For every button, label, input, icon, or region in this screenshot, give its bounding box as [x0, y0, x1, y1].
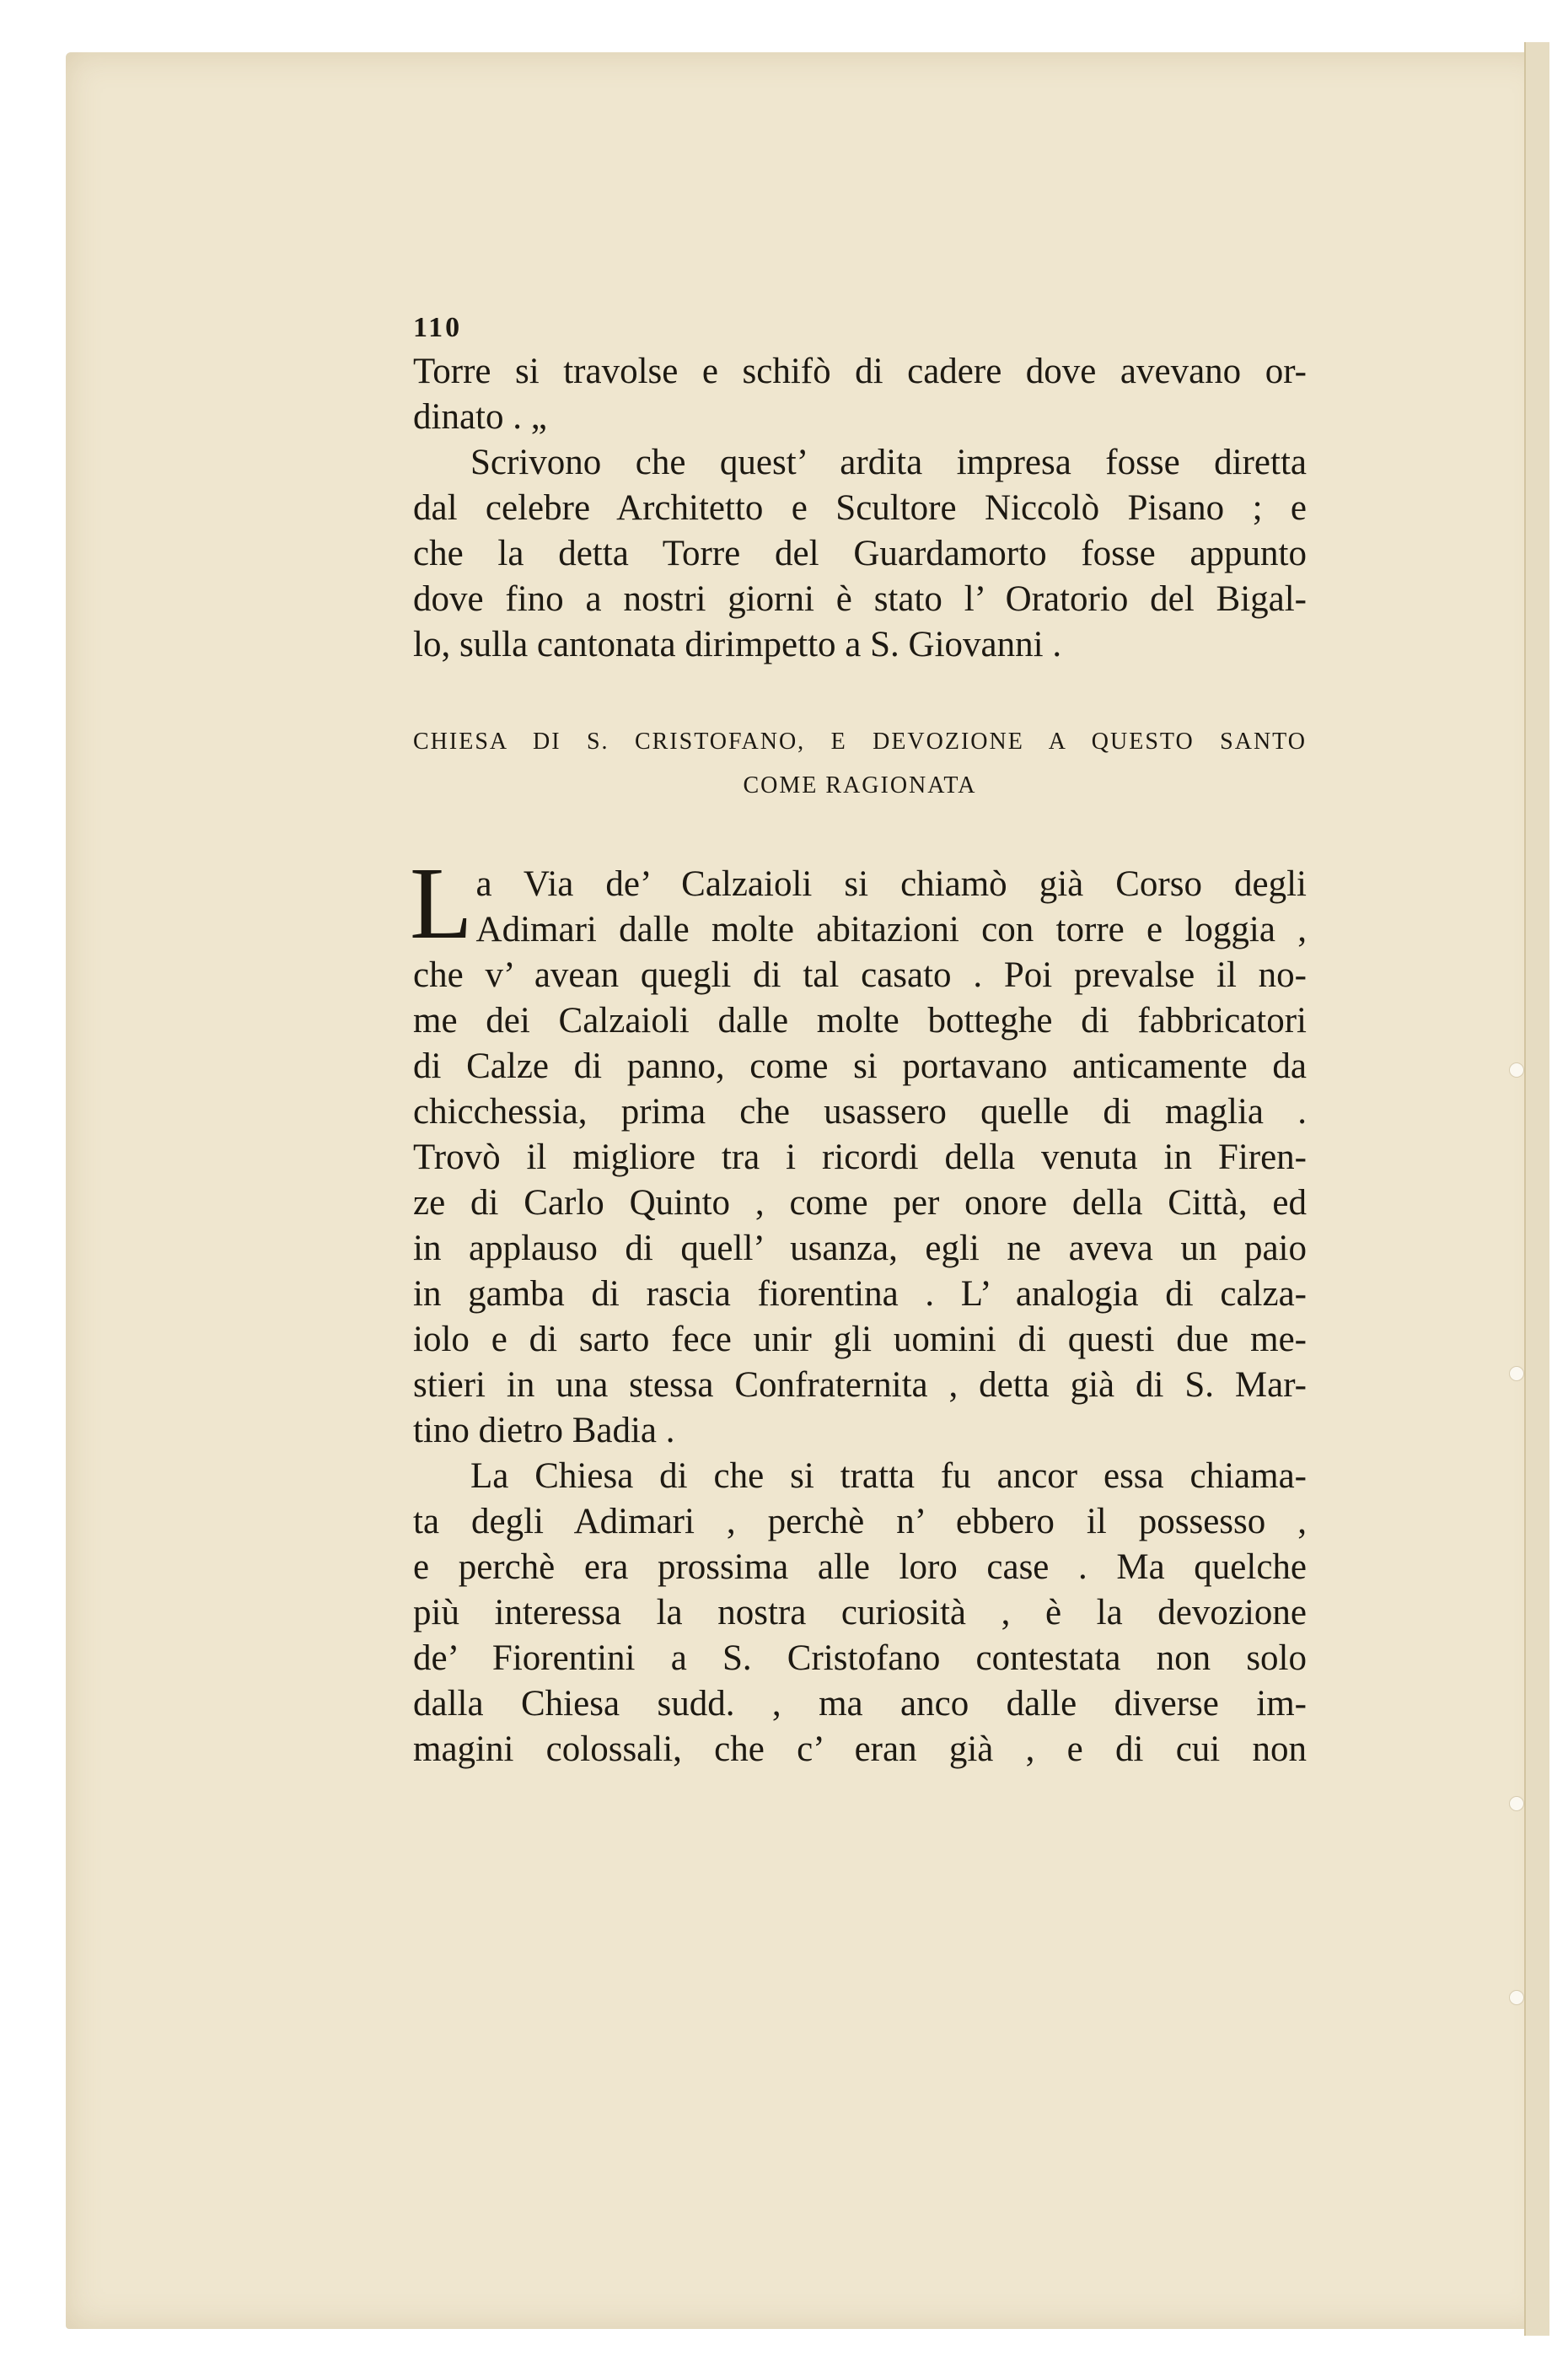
text-line: dal celebre Architetto e Scultore Niccolò Pisano ; e — [413, 488, 1307, 528]
text-line: Adimari dalle molte abitazioni con torre e loggia , — [475, 910, 1307, 949]
paragraph-pisano — [413, 440, 1307, 668]
text-line: che v’ avean quegli di tal casato . Poi prevalse il no- — [413, 955, 1307, 995]
binding-hole — [1509, 1366, 1524, 1381]
text-line: Torre si travolse e schifò di cadere dove avevano or- — [413, 352, 1307, 391]
paragraph-chiesa — [413, 1454, 1307, 1772]
text-line: più interessa la nostra curiosità , è la devozione — [413, 1593, 1307, 1632]
section-heading — [413, 720, 1307, 808]
text-line: tino dietro Badia . — [413, 1411, 675, 1450]
binding-hole — [1509, 1062, 1524, 1078]
drop-cap: L — [410, 847, 473, 960]
text-line: La Chiesa di che si tratta fu ancor essa chiama- — [470, 1456, 1307, 1496]
text-line: in applauso di quell’ usanza, egli ne aveva un paio — [413, 1229, 1307, 1268]
text-line: ze di Carlo Quinto , come per onore della Città, ed — [413, 1183, 1307, 1223]
heading-line: COME RAGIONATA — [743, 772, 977, 799]
text-line: di Calze di panno, come si portavano anticamente da — [413, 1046, 1307, 1086]
binding-hole — [1509, 1990, 1524, 2005]
text-line: iolo e di sarto fece unir gli uomini di questi due me- — [413, 1320, 1307, 1359]
page-edge — [1524, 42, 1549, 2336]
heading-line: CHIESA DI S. CRISTOFANO, E DEVOZIONE A QUESTO SANTO — [413, 729, 1307, 755]
text-line: dalla Chiesa sudd. , ma anco dalle diverse im- — [413, 1684, 1307, 1724]
text-line: e perchè era prossima alle loro case . Ma quelche — [413, 1547, 1307, 1587]
text-line: che la detta Torre del Guardamorto fosse appunto — [413, 534, 1307, 573]
text-line: de’ Fiorentini a S. Cristofano contestata non solo — [413, 1638, 1307, 1678]
text-line: chicchessia, prima che usassero quelle di maglia . — [413, 1092, 1307, 1132]
text-line: dinato . „ — [413, 397, 547, 437]
paragraph-calzaioli — [410, 847, 1307, 1454]
page-number: 110 — [413, 312, 463, 343]
text-line: ta degli Adimari , perchè n’ ebbero il possesso , — [413, 1502, 1307, 1541]
paragraph-continuation — [413, 349, 1307, 440]
text-line: magini colossali, che c’ eran già , e di cui non — [413, 1729, 1307, 1769]
text-line: stieri in una stessa Confraternita , detta già di S. Mar- — [413, 1365, 1307, 1405]
text-line: a Via de’ Calzaioli si chiamò già Corso degli — [475, 864, 1307, 904]
text-line: dove fino a nostri giorni è stato l’ Oratorio del Bigal- — [413, 579, 1307, 619]
binding-hole — [1509, 1796, 1524, 1811]
text-column — [410, 312, 1307, 1772]
text-line: in gamba di rascia fiorentina . L’ analogia di calza- — [413, 1274, 1307, 1314]
text-line: me dei Calzaioli dalle molte botteghe di fabbricatori — [413, 1001, 1307, 1041]
text-line: lo, sulla cantonata dirimpetto a S. Giovanni . — [413, 625, 1062, 664]
text-line: Scrivono che quest’ ardita impresa fosse diretta — [470, 443, 1307, 482]
text-line: Trovò il migliore tra i ricordi della venuta in Firen- — [413, 1137, 1307, 1177]
